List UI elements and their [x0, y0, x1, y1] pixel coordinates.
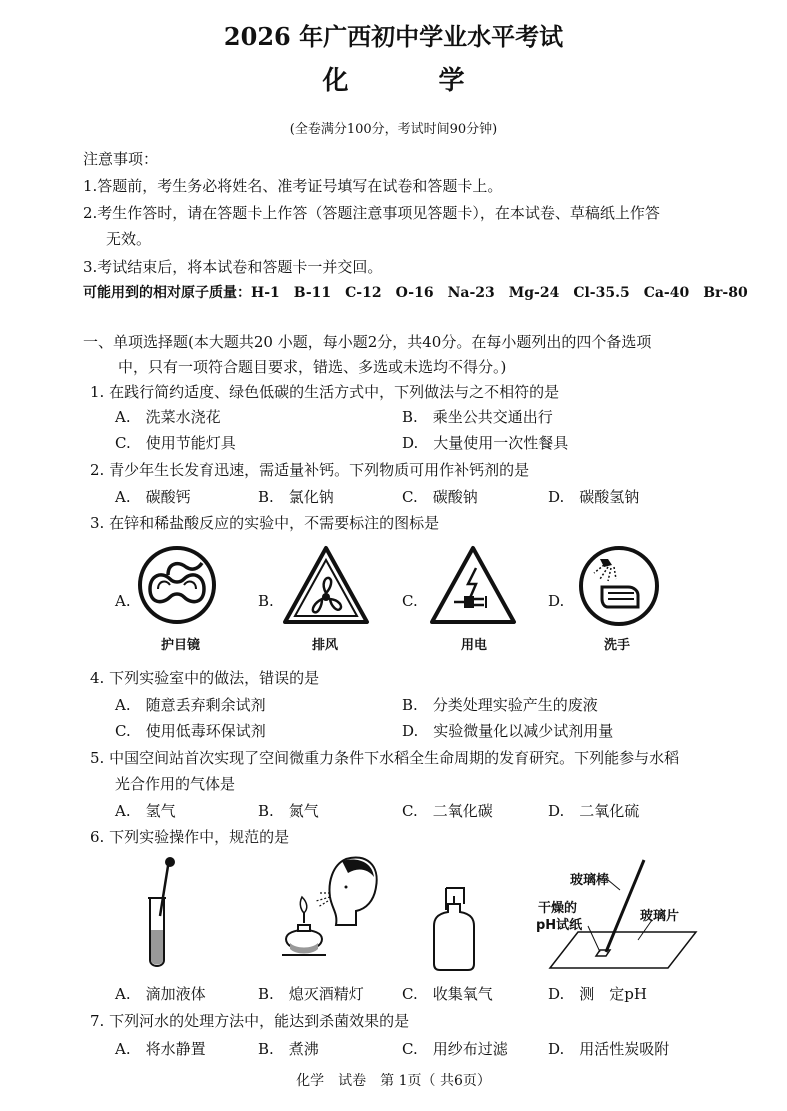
q6-option-b: B. 熄灭酒精灯 [258, 985, 364, 1003]
q6-stem: 6. 下列实验操作中，规范的是 [90, 828, 290, 846]
q3-caption-c: 用电 [461, 638, 488, 653]
q1-option-a: A. 洗菜水浇花 [115, 408, 221, 426]
q3-option-d: D. [548, 592, 565, 610]
q5-option-d: D. 二氧化硫 [548, 802, 640, 820]
note-1: 1.答题前，考生务必将姓名、准考证号填写在试卷和答题卡上。 [83, 177, 503, 195]
section-heading-cont: 中，只有一项符合题目要求，错选、多选或未选均不得分。) [118, 358, 507, 376]
q3-caption-d: 洗手 [604, 638, 631, 653]
exhaust-fan-icon [281, 544, 371, 628]
q3-option-b: B. [258, 592, 274, 610]
goggles-icon [138, 545, 216, 627]
q6-option-d: D. 测 定pH [548, 985, 647, 1003]
q1-option-d: D. 大量使用一次性餐具 [402, 434, 569, 452]
note-2-cont: 无效。 [106, 230, 152, 248]
q4-option-a: A. 随意丢弃剩余试剂 [115, 696, 266, 714]
q3-caption-b: 排风 [312, 638, 339, 653]
electricity-icon [428, 544, 518, 628]
q4-option-d: D. 实验微量化以减少试剂用量 [402, 722, 614, 740]
q5-option-a: A. 氢气 [115, 802, 176, 820]
label-ph-paper-line1: 干燥的 [538, 901, 578, 916]
exam-info: (全卷满分100分，考试时间90分钟) [289, 122, 498, 137]
q3-caption-a: 护目镜 [161, 638, 201, 653]
q2-option-b: B. 氯化钠 [258, 488, 334, 506]
q1-option-b: B. 乘坐公共交通出行 [402, 408, 553, 426]
q7-option-d: D. 用活性炭吸附 [548, 1040, 670, 1058]
q4-stem: 4. 下列实验室中的做法，错误的是 [90, 669, 320, 687]
q7-option-a: A. 将水静置 [115, 1040, 206, 1058]
note-2: 2.考生作答时，请在答题卡上作答（答题注意事项见答题卡），在本试卷、草稿纸上作答 [83, 204, 660, 222]
q7-option-c: C. 用纱布过滤 [402, 1040, 508, 1058]
alcohol-lamp-icon [276, 853, 386, 973]
label-glass-rod: 玻璃棒 [570, 873, 610, 888]
q6-option-c: C. 收集氧气 [402, 985, 493, 1003]
q7-stem: 7. 下列河水的处理方法中，能达到杀菌效果的是 [90, 1012, 410, 1030]
section-heading: 一、单项选择题(本大题共20 小题，每小题2分，共40分。在每小题列出的四个备选项 [83, 333, 652, 351]
gas-collection-bottle-icon [430, 886, 480, 972]
q3-option-c: C. [402, 592, 418, 610]
q4-option-c: C. 使用低毒环保试剂 [115, 722, 266, 740]
q2-option-c: C. 碳酸钠 [402, 488, 478, 506]
q5-option-b: B. 氮气 [258, 802, 319, 820]
q5-stem: 5. 中国空间站首次实现了空间微重力条件下水稻全生命周期的发育研究。下列能参与水稻 [90, 749, 680, 767]
q6-option-a: A. 滴加液体 [115, 985, 206, 1003]
page-footer: 化学 试卷 第 1页（ 共6页） [296, 1073, 491, 1089]
subject-title: 化 学 [322, 66, 497, 96]
q2-option-d: D. 碳酸氢钠 [548, 488, 640, 506]
label-glass-plate: 玻璃片 [640, 909, 680, 924]
q3-option-a: A. [115, 592, 131, 610]
note-3: 3.考试结束后，将本试卷和答题卡一并交回。 [83, 258, 383, 276]
notes-heading: 注意事项： [83, 150, 159, 168]
q4-option-b: B. 分类处理实验产生的废液 [402, 696, 598, 714]
q2-stem: 2. 青少年生长发育迅速，需适量补钙。下列物质可用作补钙剂的是 [90, 461, 530, 479]
q1-stem: 1. 在践行简约适度、绿色低碳的生活方式中，下列做法与之不相符的是 [90, 383, 560, 401]
q7-option-b: B. 煮沸 [258, 1040, 319, 1058]
q1-option-c: C. 使用节能灯具 [115, 434, 236, 452]
dropper-test-tube-icon [140, 856, 180, 972]
label-ph-paper-line2: pH试纸 [536, 918, 583, 933]
atomic-mass-line: 可能用到的相对原子质量：H-1 B-11 C-12 O-16 Na-23 Mg-24 Cl-35.5 Ca-40 Br-80 [83, 285, 748, 301]
q5-stem-cont: 光合作用的气体是 [115, 775, 236, 793]
q2-option-a: A. 碳酸钙 [115, 488, 191, 506]
q3-stem: 3. 在锌和稀盐酸反应的实验中，不需要标注的图标是 [90, 514, 440, 532]
hand-wash-icon [578, 545, 660, 627]
exam-title: 2026 年广西初中学业水平考试 [223, 22, 564, 51]
q5-option-c: C. 二氧化碳 [402, 802, 493, 820]
